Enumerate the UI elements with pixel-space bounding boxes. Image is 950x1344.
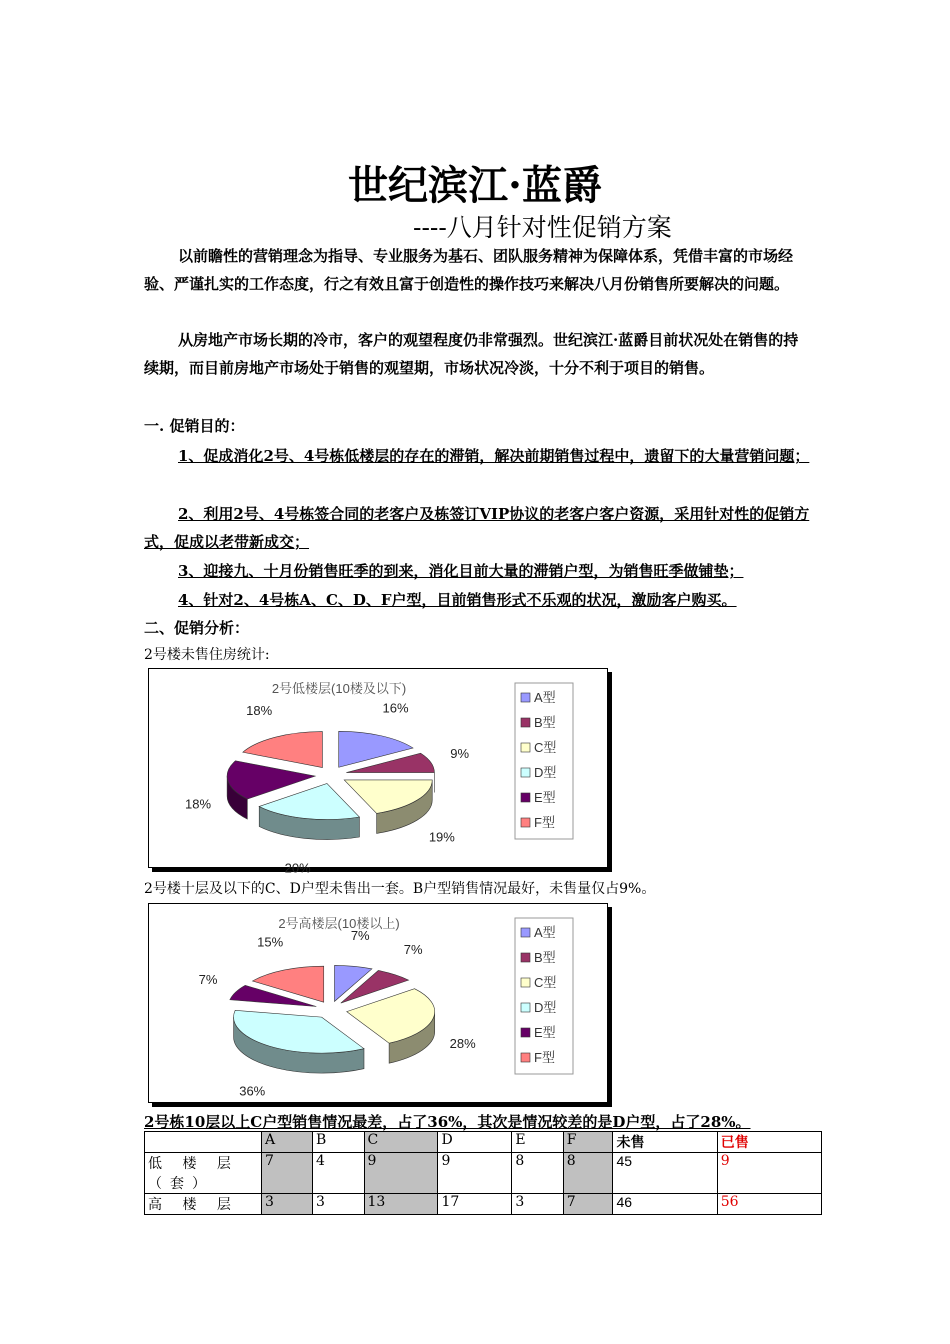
table-row [145,1153,822,1194]
table-cell: 8 [563,1153,613,1194]
table-cell: 45 [613,1153,717,1194]
pie-chart-high-floors [148,903,608,1103]
chart-title: 2号高楼层(10楼以上) [278,916,400,931]
slice-value-label: 7% [198,971,218,987]
table-cell: 9 [438,1153,512,1194]
slice-value-label: 28% [449,1036,476,1052]
table-row-label: 高 楼 层 [145,1194,262,1215]
pie-slices [227,731,434,839]
legend-label: F型 [534,1050,555,1065]
legend-swatch [521,928,530,937]
slice-value-label: 18% [185,796,212,812]
legend-label: A型 [534,690,556,705]
table-cell: 8 [512,1153,563,1194]
table-header-cell: C [364,1132,438,1153]
pie-slice [234,1010,364,1073]
legend-label: C型 [534,740,557,755]
legend-swatch [521,718,530,727]
section-heading-analysis: 二、促销分析： [144,619,250,637]
slice-value-label: 15% [257,934,284,950]
slice-value-label: 7% [350,927,370,943]
slice-value-label: 9% [450,745,470,761]
table-row [145,1194,822,1215]
chart-legend [515,918,573,1074]
pie-chart-low-floors-svg [149,669,607,876]
slice-value-label: 36% [239,1083,266,1099]
legend-label: B型 [534,715,556,730]
legend-label: E型 [534,1025,556,1040]
table-header-cell [145,1132,262,1153]
legend-label: F型 [534,815,555,830]
table-header-cell: F [563,1132,613,1153]
table-header-cell: D [438,1132,512,1153]
document-title: 世纪滨江·蓝爵 [348,162,602,209]
legend-label: C型 [534,975,557,990]
slice-value-label: 16% [382,700,409,716]
legend-label: D型 [534,765,557,780]
slice-value-label: 18% [246,702,273,718]
table-cell: 13 [364,1194,438,1215]
slice-value-label: 20% [284,860,311,876]
chart-title: 2号低楼层(10楼及以下) [271,681,407,696]
intro-paragraph-2: 从房地产市场长期的冷市，客户的观望程度仍非常强烈。世纪滨江·蓝爵目前状况处在销售的持续期，而目前房地产市场处于销售的观望期，市场状况冷淡，十分不利于项目的销售。 [144,331,799,377]
legend-label: A型 [534,925,556,940]
goal-item-3: 3、迎接九、十月份销售旺季的到来，消化目前大量的滞销户型，为销售旺季做铺垫； [178,562,744,580]
table-header-cell: E [512,1132,563,1153]
table-cell: 3 [512,1194,563,1215]
document-subtitle: ----八月针对性促销方案 [413,213,672,242]
legend-swatch [521,1053,530,1062]
legend-swatch [521,768,530,777]
pie-chart-low-floors [148,668,608,876]
goal-item-2: 2、利用2号、4号栋签合同的老客户及栋签订VIP协议的老客户客户资源，采用针对性的促销方式，促成以老带新成交； [144,505,810,551]
table-row-label: 低 楼 层（套） [145,1153,262,1194]
legend-swatch [521,978,530,987]
table-header-cell: 未售 [613,1132,717,1153]
chart-note-low-floors: 2号楼十层及以下的C、D户型未售出一套。B户型销售情况最好，未售量仅占9%。 [144,881,656,897]
legend-swatch [521,743,530,752]
slice-value-label: 7% [403,941,423,957]
legend-label: D型 [534,1000,557,1015]
section-heading-goals: 一. 促销目的： [144,417,245,435]
pie-chart-high-floors-svg [149,904,607,1102]
legend-swatch [521,1003,530,1012]
pie-slices [230,965,435,1073]
goal-item-4: 4、针对2、4号栋A、C、D、F户型，目前销售形式不乐观的状况，激励客户购买。 [178,591,737,609]
table-cell: 4 [313,1153,365,1194]
table-header-cell: 已售 [717,1132,821,1153]
chart-note-high-floors: 2号栋10层以上C户型销售情况最差，占了36%，其次是情况较差的是D户型，占了28%。 [144,1113,751,1131]
pie-slice [259,784,359,840]
table-header-cell: A [262,1132,313,1153]
goal-item-1: 1、促成消化2号、4号栋低楼层的存在的滞销，解决前期销售过程中，遗留下的大量营销问题； [178,447,810,465]
table-cell: 9 [717,1153,821,1194]
legend-swatch [521,818,530,827]
table-cell: 56 [717,1194,821,1215]
legend-label: E型 [534,790,556,805]
pie-slice [243,732,323,768]
chart-legend [515,683,573,839]
table-cell: 7 [262,1153,313,1194]
table-header-row [145,1132,822,1153]
legend-swatch [521,953,530,962]
stats-label: 2号楼未售住房统计: [144,647,270,663]
table-cell: 7 [563,1194,613,1215]
table-cell: 3 [313,1194,365,1215]
table-cell: 17 [438,1194,512,1215]
table-cell: 46 [613,1194,717,1215]
legend-swatch [521,793,530,802]
slice-value-label: 19% [428,829,455,845]
table-header-cell: B [313,1132,365,1153]
legend-swatch [521,1028,530,1037]
legend-swatch [521,693,530,702]
table-cell: 3 [262,1194,313,1215]
sales-table [144,1131,822,1215]
intro-paragraph-1: 以前瞻性的营销理念为指导、专业服务为基石、团队服务精神为保障体系，凭借丰富的市场经验、严谨扎实的工作态度，行之有效且富于创造性的操作技巧来解决八月份销售所要解决的问题。 [144,247,794,293]
legend-label: B型 [534,950,556,965]
table-cell: 9 [364,1153,438,1194]
